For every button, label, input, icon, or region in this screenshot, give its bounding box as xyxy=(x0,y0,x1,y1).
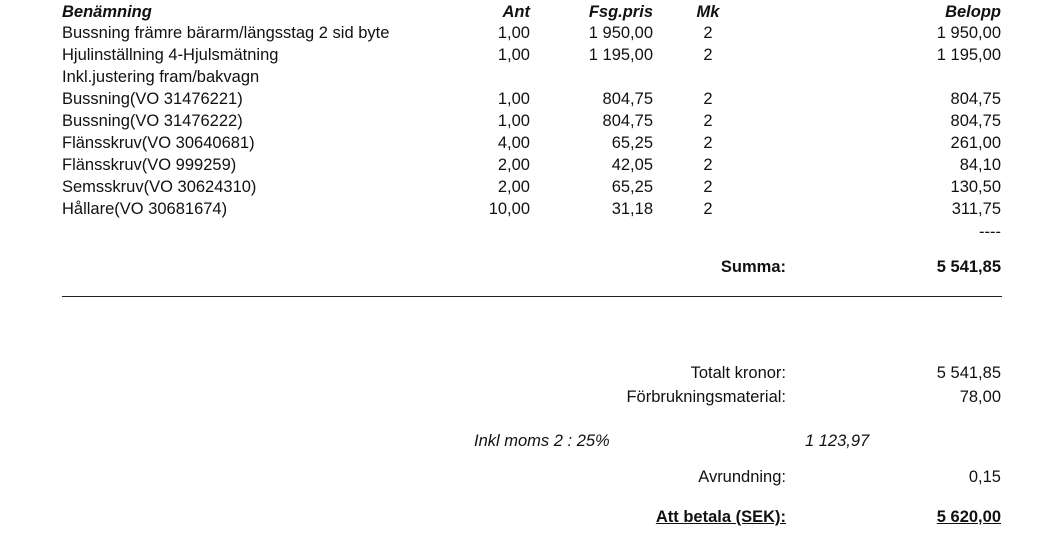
row-ant: 2,00 xyxy=(497,156,530,174)
row-pris: 42,05 xyxy=(611,156,653,174)
row-pris: 1 195,00 xyxy=(588,46,653,64)
row-name: Bussning främre bärarm/längsstag 2 sid byte xyxy=(62,24,390,42)
row-belopp: 804,75 xyxy=(950,112,1001,130)
row-belopp: 804,75 xyxy=(950,90,1001,108)
header-belopp: Belopp xyxy=(945,3,1001,21)
summa-label: Summa: xyxy=(720,258,786,276)
row-pris: 1 950,00 xyxy=(588,24,653,42)
row-ant: 10,00 xyxy=(488,200,530,218)
row-name: Flänsskruv(VO 30640681) xyxy=(62,134,255,152)
totalt-value: 5 541,85 xyxy=(936,364,1001,382)
totalt-label: Totalt kronor: xyxy=(690,364,786,382)
divider xyxy=(62,296,1002,297)
row-pris: 804,75 xyxy=(602,90,653,108)
row-name: Flänsskruv(VO 999259) xyxy=(62,156,237,174)
row-belopp: 130,50 xyxy=(950,178,1001,196)
avrundning-label: Avrundning: xyxy=(698,468,786,486)
row-mk: 2 xyxy=(703,156,713,174)
row-ant: 1,00 xyxy=(497,24,530,42)
row-name: Semsskruv(VO 30624310) xyxy=(62,178,257,196)
row-pris: 31,18 xyxy=(611,200,653,218)
row-mk: 2 xyxy=(703,46,713,64)
row-belopp: 261,00 xyxy=(950,134,1001,152)
row-name: Bussning(VO 31476221) xyxy=(62,90,243,108)
avrundning-value: 0,15 xyxy=(968,468,1001,486)
row-mk: 2 xyxy=(703,134,713,152)
row-mk: 2 xyxy=(703,200,713,218)
row-mk: 2 xyxy=(703,112,713,130)
row-ant: 1,00 xyxy=(497,90,530,108)
row-name: Hållare(VO 30681674) xyxy=(62,200,228,218)
row-ant: 2,00 xyxy=(497,178,530,196)
att-betala-value: 5 620,00 xyxy=(936,508,1001,526)
row-mk: 2 xyxy=(703,178,713,196)
row-belopp: 1 195,00 xyxy=(936,46,1001,64)
row-ant: 4,00 xyxy=(497,134,530,152)
forbr-value: 78,00 xyxy=(959,388,1001,406)
row-name: Inkl.justering fram/bakvagn xyxy=(62,68,260,86)
row-mk: 2 xyxy=(703,24,713,42)
row-belopp: 84,10 xyxy=(959,156,1001,174)
row-belopp: 311,75 xyxy=(951,200,1001,218)
row-ant: 1,00 xyxy=(497,112,530,130)
header-ant: Ant xyxy=(502,3,530,21)
row-pris: 65,25 xyxy=(611,178,653,196)
subtotal-dashes: ---- xyxy=(979,223,1001,241)
forbr-label: Förbrukningsmaterial: xyxy=(626,388,786,406)
header-name: Benämning xyxy=(62,3,152,21)
row-pris: 65,25 xyxy=(611,134,653,152)
row-name: Bussning(VO 31476222) xyxy=(62,112,243,130)
row-mk: 2 xyxy=(703,90,713,108)
moms-value: 1 123,97 xyxy=(805,432,870,450)
header-mk: Mk xyxy=(696,3,720,21)
summa-value: 5 541,85 xyxy=(936,258,1001,276)
moms-label: Inkl moms 2 : 25% xyxy=(474,432,610,450)
att-betala-label: Att betala (SEK): xyxy=(655,508,786,526)
row-pris: 804,75 xyxy=(602,112,653,130)
header-pris: Fsg.pris xyxy=(588,3,653,21)
row-ant: 1,00 xyxy=(497,46,530,64)
row-name: Hjulinställning 4-Hjulsmätning xyxy=(62,46,279,64)
row-belopp: 1 950,00 xyxy=(936,24,1001,42)
